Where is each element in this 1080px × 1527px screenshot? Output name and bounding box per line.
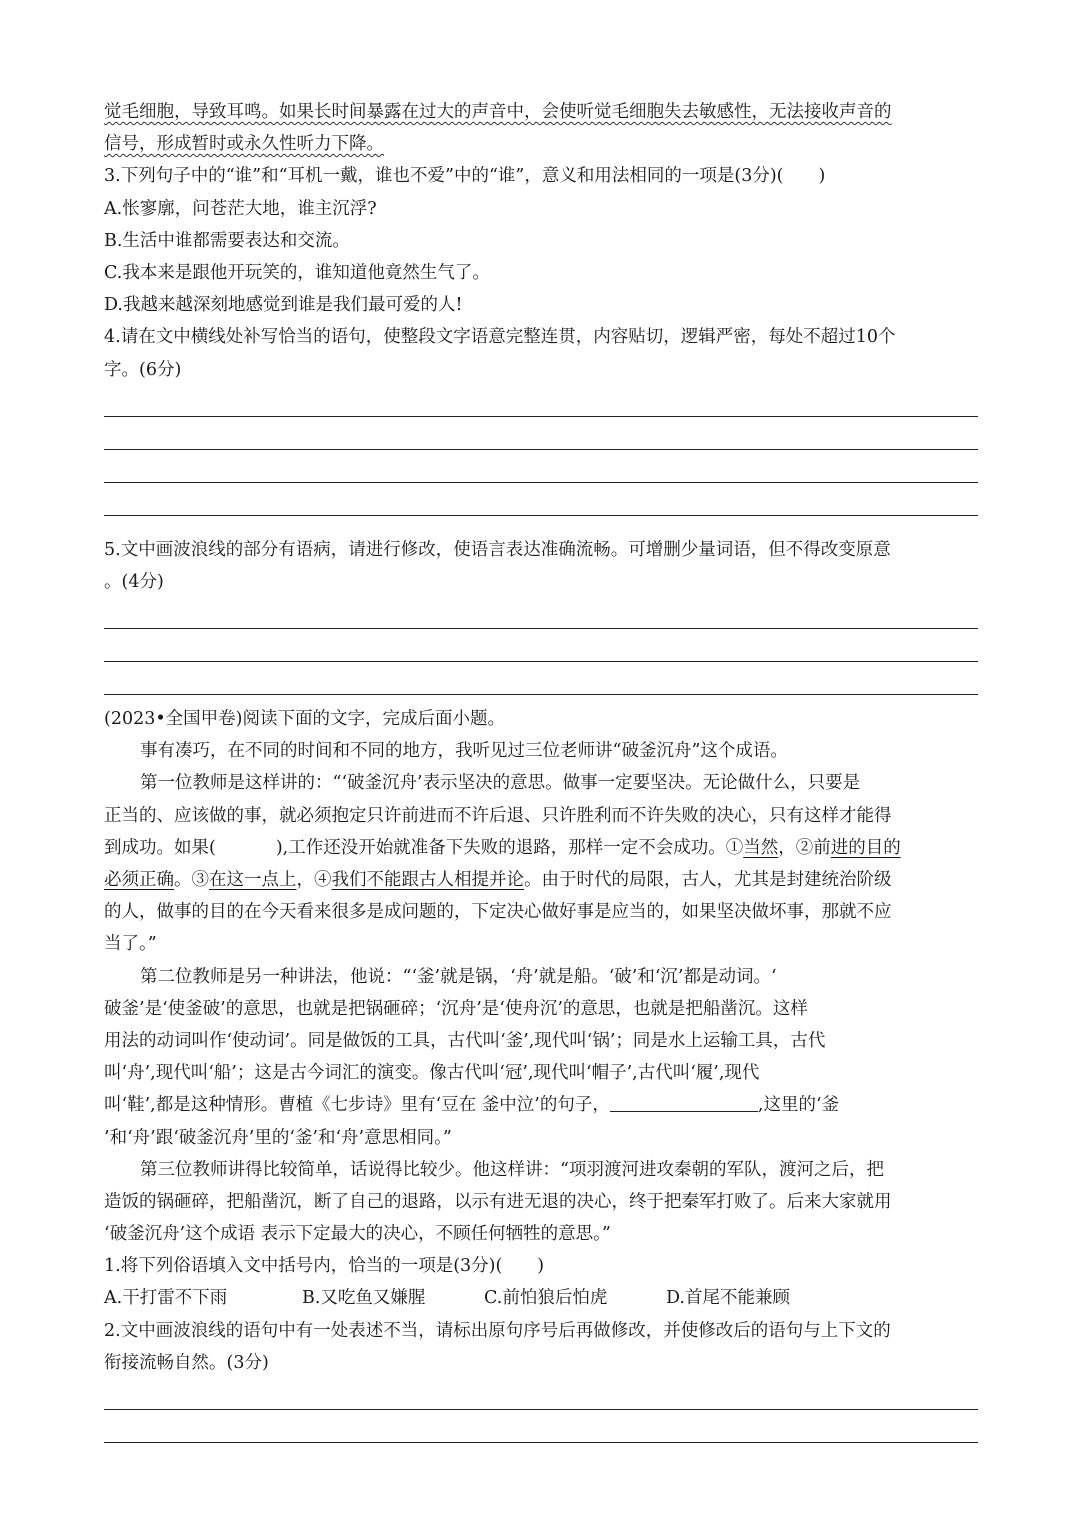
q3-option-a: A.怅寥廓，问苍茫大地，谁主沉浮?: [104, 198, 377, 219]
passage-line: 破釜’是‘使釜破’的意思，也就是把锅砸碎；‘沉舟’是‘使舟沉’的意思，也就是把船凿沉。这样: [104, 998, 808, 1019]
text: ,这里的‘釜: [757, 1095, 840, 1116]
text: 到成功。如果(: [104, 837, 216, 858]
text: 。③: [174, 870, 209, 890]
pq1-stem: 1.将下列俗语填入文中括号内，恰当的一项是(3分)( ): [104, 1256, 545, 1277]
text: ),工作还没开始就准备下失败的退路，那样一定不会成功。①: [275, 837, 744, 858]
passage-line: 的人，做事的目的在今天看来很多是成问题的，下定决心做好事是应当的，如果坚决做坏事，那就不应: [104, 902, 892, 923]
underlined-text: 我们不能跟古人相提并论: [331, 870, 524, 890]
q3-option-d: D.我越来越深刻地感觉到谁是我们最可爱的人!: [104, 295, 463, 316]
passage-paragraph-3: 第二位教师是另一种讲法，他说：“‘釜’就是锅，‘舟’就是船。‘破’和‘沉’都是动词。‘: [140, 966, 777, 987]
passage-source: (2023•全国甲卷)阅读下面的文字，完成后面小题。: [104, 709, 506, 730]
text: 叫‘鞋’,都是这种情形。曹植《七步诗》里有‘豆在 釜中泣’的句子，: [104, 1095, 610, 1116]
passage-line: ‘破釜沉舟’这个成语 表示下定最大的决心，不顾任何牺牲的意思。”: [104, 1224, 611, 1245]
passage-line: 用法的动词叫作‘使动词’。同是做饭的工具，古代叫‘釜’,现代叫‘锅’；同是水上运输工具，古代: [104, 1030, 826, 1051]
q3-option-c: C.我本来是跟他开玩笑的，谁知道他竟然生气了。: [104, 262, 490, 283]
top-line-1: [104, 96, 978, 128]
document-page: [104, 96, 978, 1443]
underlined-text: 在这一点上: [209, 870, 297, 890]
pq2-stem-line-2: 衔接流畅自然。(3分): [104, 1352, 269, 1373]
passage-paragraph-4: 第三位教师讲得比较简单，话说得比较少。他这样讲：“项羽渡河进攻秦朝的军队，渡河之后，把: [140, 1159, 884, 1180]
pq1-option-c[interactable]: C.前怕狼后怕虎: [484, 1288, 608, 1309]
q3-option-b: B.生活中谁都需要表达和交流。: [104, 230, 350, 251]
underlined-text: 当然: [743, 837, 779, 858]
fill-in-blank[interactable]: [610, 1091, 758, 1112]
pq1-options: [104, 1282, 978, 1314]
passage-paragraph-1: 事有凑巧，在不同的时间和不同的地方，我听见过三位老师讲“破釜沉舟”这个成语。: [140, 741, 788, 762]
top-line-2: [104, 128, 978, 160]
passage-line: ’和‘舟’跟‘破釜沉舟’里的‘釜’和‘舟’意思相同。”: [104, 1127, 452, 1148]
passage-paragraph-2: 第一位教师是这样讲的：“‘破釜沉舟’表示坚决的意思。做事一定要坚决。无论做什么，只要是: [140, 773, 861, 794]
q5-stem-line-2: 。(4分): [104, 571, 164, 592]
q5-stem-line-1: 5.文中画波浪线的部分有语病，请进行修改，使语言表达准确流畅。可增删少量词语，但不得改变原意: [104, 539, 891, 560]
answer-line[interactable]: [104, 1442, 978, 1443]
pq2-stem-line-1: 2.文中画波浪线的语句中有一处表述不当，请标出原句序号后再做修改，并使修改后的语句与上下文的: [104, 1320, 891, 1341]
passage-line: [104, 864, 978, 896]
passage-line: 叫‘舟’,现代叫‘船’；这是古今词汇的演变。像古代叫‘冠’,现代叫‘帽子’,古代叫‘履’,现代: [104, 1063, 760, 1084]
wavy-text: 觉毛细胞，导致耳鸣。如果长时间暴露在过大的声音中，会使听觉毛细胞失去敏感性，无法接收声音的: [104, 102, 892, 122]
passage-line: 正当的、应该做的事，就必须抱定只许前进而不许后退、只许胜利而不许失败的决心，只有这样才能得: [104, 805, 892, 826]
pq1-option-b[interactable]: B.又吃鱼又嫌腥: [302, 1288, 426, 1309]
wavy-text: 信号，形成暂时或永久性听力下降。: [104, 134, 384, 155]
passage-line: [104, 1089, 978, 1121]
passage-line: 当了。”: [104, 934, 157, 955]
q3-stem: 3.下列句子中的“谁”和“耳机一戴，谁也不爱”中的“谁”，意义和用法相同的一项是(3分)( ): [104, 166, 826, 187]
pq1-option-d[interactable]: D.首尾不能兼顾: [666, 1288, 790, 1309]
text: ，②前: [778, 837, 831, 858]
pq1-option-a[interactable]: A.干打雷不下雨: [104, 1288, 228, 1309]
passage-line: 造饭的锅砸碎，把船凿沉，断了自己的退路，以示有进无退的决心，终于把秦军打败了。后来大家就用: [104, 1191, 892, 1212]
passage-line: [104, 832, 978, 864]
underlined-text: 进的目的: [830, 837, 901, 858]
q4-stem-line-2: 字。(6分): [104, 359, 182, 380]
underlined-text: 必须正确: [104, 870, 174, 890]
q4-stem-line-1: 4.请在文中横线处补写恰当的语句，使整段文字语意完整连贯，内容贴切，逻辑严密，每处不超过10个: [104, 327, 896, 348]
text: 。由于时代的局限，古人，尤其是封建统治阶级: [524, 870, 892, 890]
text: ，④: [296, 870, 332, 890]
